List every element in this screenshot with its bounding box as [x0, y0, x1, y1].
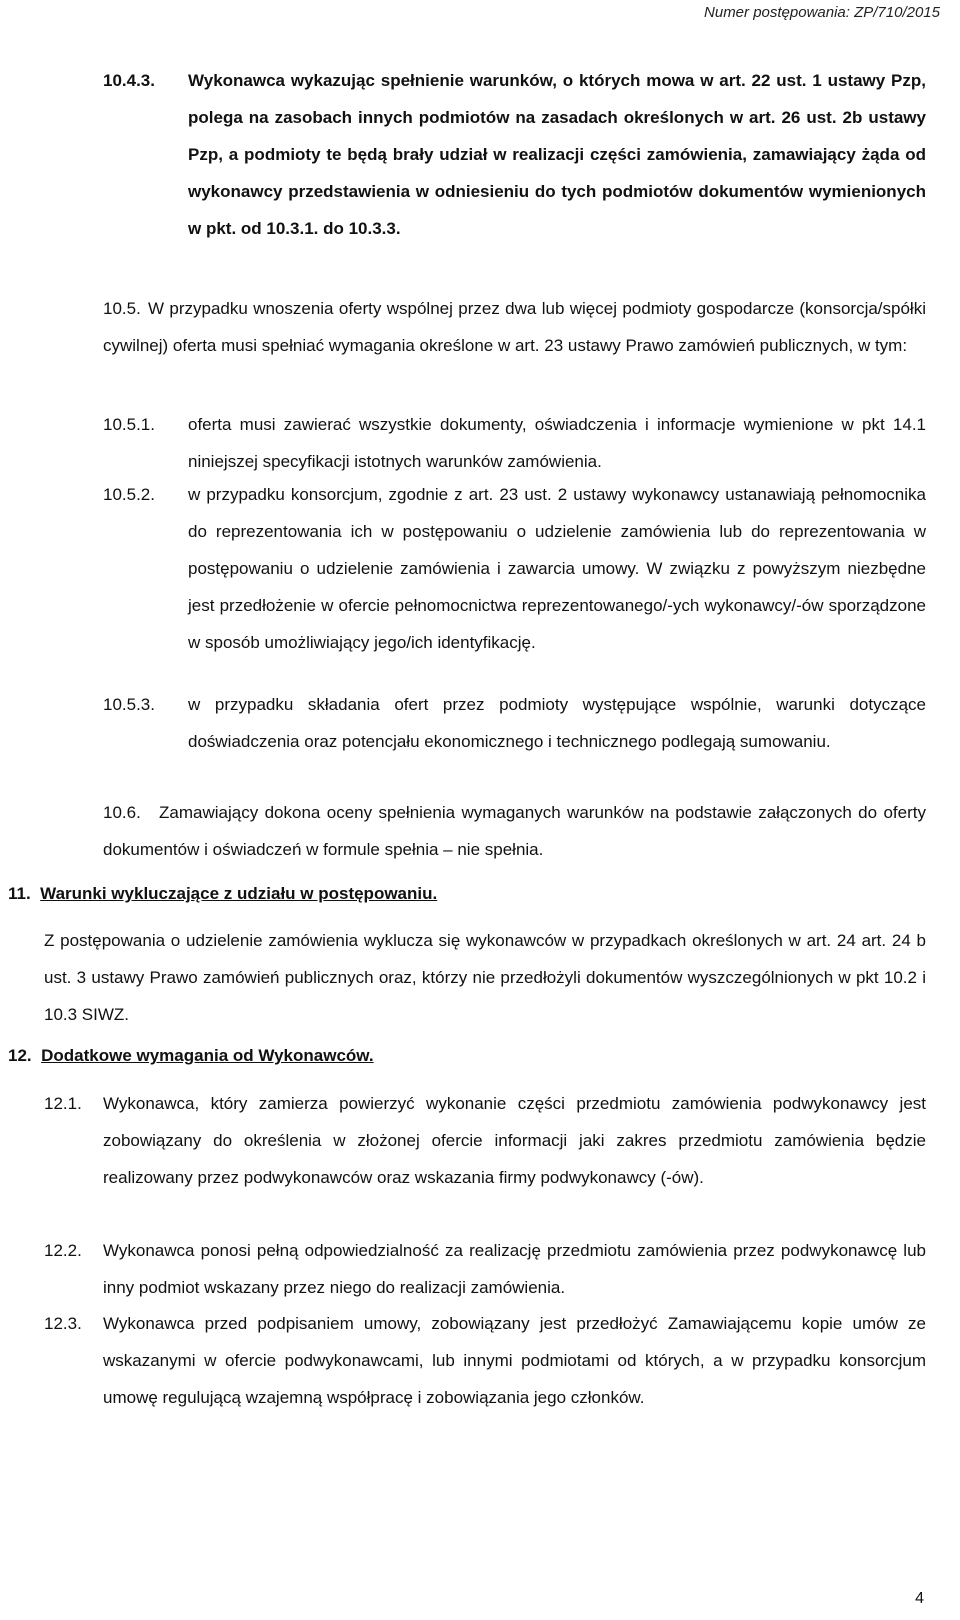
item-number-12-1: 12.1. — [44, 1094, 82, 1113]
section-12-heading — [8, 1042, 374, 1070]
paragraph-10-5-2: w przypadku konsorcjum, zgodnie z art. 23 ust. 2 ustawy wykonawcy ustanawiają pełnomocnika do reprezentowania ich w postępowaniu o udzielenie zamówienia lub do reprezentowania w postępowaniu o udzielenie zamówienia i zawarcia umowy. W związku z powyższym niezbędne jest przedłożenie w ofercie pełnomocnictwa reprezentowanego/-ych wykonawcy/-ów sporządzone w sposób umożliwiający jego/ich identyfikację. — [188, 485, 926, 652]
item-number-10-5-3: 10.5.3. — [103, 695, 155, 714]
item-number-10-4-3: 10.4.3. — [103, 71, 155, 90]
section-11-heading — [8, 880, 437, 908]
paragraph-10-5: W przypadku wnoszenia oferty wspólnej przez dwa lub więcej podmioty gospodarcze (konsorcja/spółki cywilnej) oferta musi spełniać wymagania określone w art. 23 ustawy Prawo zamówień publicznych, w tym: — [103, 299, 926, 355]
page-number: 4 — [915, 1590, 924, 1607]
paragraph-12-3: Wykonawca przed podpisaniem umowy, zobowiązany jest przedłożyć Zamawiającemu kopie umów ze wskazanymi w ofercie podwykonawcami, lub innymi podmiotami od których, a w przypadku konsorcjum umowę regulującą wzajemną współpracę i zobowiązania jego członków. — [103, 1314, 926, 1407]
paragraph-10-4-3: Wykonawca wykazując spełnienie warunków, o których mowa w art. 22 ust. 1 ustawy Pzp, polega na zasobach innych podmiotów na zasadach określonych w art. 26 ust. 2b ustawy Pzp, a podmioty te będą brały udział w realizacji części zamówienia, zamawiający żąda od wykonawcy przedstawienia w odniesieniu do tych podmiotów dokumentów wymienionych w pkt. od 10.3.1. do 10.3.3. — [188, 71, 926, 238]
paragraph-10-6-text — [103, 794, 926, 868]
item-number-12-3: 12.3. — [44, 1314, 82, 1333]
paragraph-12-1: Wykonawca, który zamierza powierzyć wykonanie części przedmiotu zamówienia podwykonawcy jest zobowiązany do określenia w złożonej ofercie informacji jaki zakres przedmiotu zamówienia będzie realizowany przez podwykonawców oraz wskazania firmy podwykonawcy (-ów). — [103, 1094, 926, 1187]
section-11-title: Warunki wykluczające z udziału w postępowaniu. — [40, 884, 438, 903]
item-number-12-2: 12.2. — [44, 1241, 82, 1260]
paragraph-10-5-1: oferta musi zawierać wszystkie dokumenty, oświadczenia i informacje wymienione w pkt 14.1 niniejszej specyfikacji istotnych warunków zamówienia. — [188, 415, 926, 471]
section-12-title: Dodatkowe wymagania od Wykonawców. — [41, 1046, 374, 1065]
item-number-10-6: 10.6. — [103, 803, 141, 822]
section-11-number: 11. — [8, 884, 31, 903]
paragraph-11: Z postępowania o udzielenie zamówienia wyklucza się wykonawców w przypadkach określonych w art. 24 art. 24 b ust. 3 ustawy Prawo zamówień publicznych oraz, którzy nie przedłożyli dokumentów wyszczególnionych w pkt 10.2 i 10.3 SIWZ. — [44, 931, 926, 1024]
paragraph-10-5-3: w przypadku składania ofert przez podmioty występujące wspólnie, warunki dotyczące doświadczenia oraz potencjału ekonomicznego i technicznego podlegają sumowaniu. — [188, 695, 926, 751]
item-number-10-5-1: 10.5.1. — [103, 415, 155, 434]
item-number-10-5-2: 10.5.2. — [103, 485, 155, 504]
item-number-10-5: 10.5. — [103, 299, 141, 318]
paragraph-10-6-body: Zamawiający dokona oceny spełnienia wymaganych warunków na podstawie załączonych do oferty dokumentów i oświadczeń w formule spełnia – nie spełnia. — [103, 803, 926, 859]
section-12-number: 12. — [8, 1046, 32, 1065]
paragraph-12-2: Wykonawca ponosi pełną odpowiedzialność za realizację przedmiotu zamówienia przez podwykonawcę lub inny podmiot wskazany przez niego do realizacji zamówienia. — [103, 1241, 926, 1297]
procurement-number-header: Numer postępowania: ZP/710/2015 — [704, 4, 940, 21]
